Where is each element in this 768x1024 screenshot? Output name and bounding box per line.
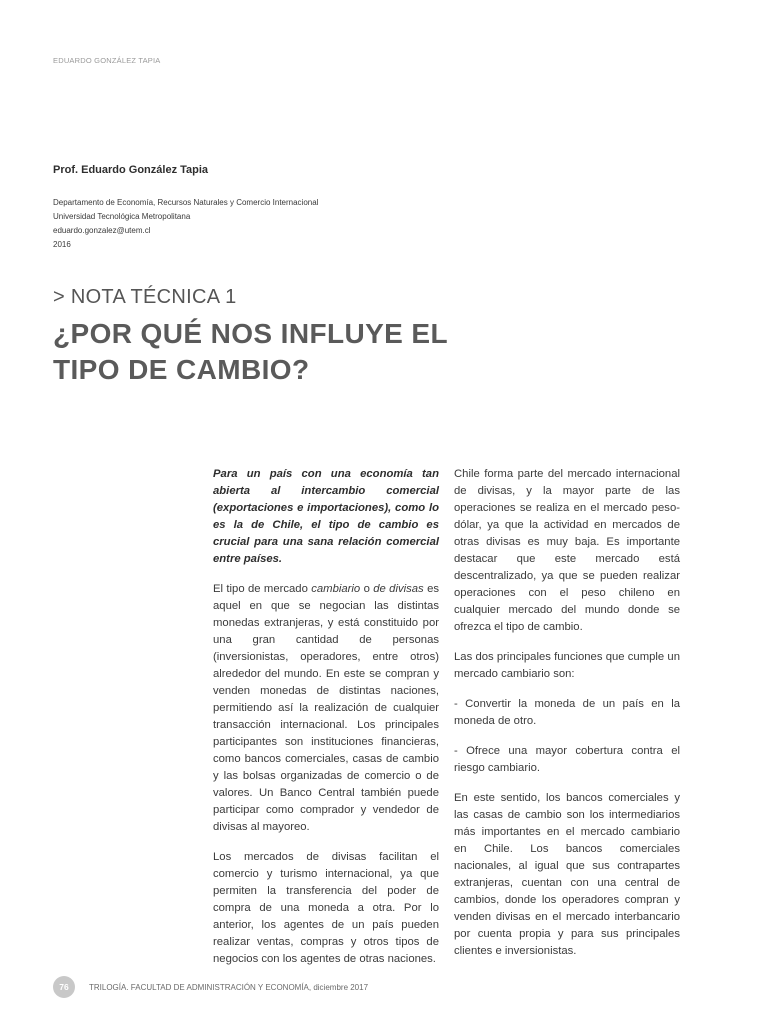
- lead-paragraph: Para un país con una economía tan abierta al intercambio comercial (exportaciones e importaciones), como lo es la de Chile, el tipo de cambio es crucial para una sana relación comercial entre países.: [213, 468, 439, 565]
- author-university: Universidad Tecnológica Metropolitana: [53, 212, 191, 221]
- article-title-line-2: TIPO DE CAMBIO?: [53, 354, 310, 385]
- body-column-left: [213, 466, 439, 981]
- author-email: eduardo.gonzalez@utem.cl: [53, 226, 151, 235]
- p1-emphasis-cambiario: cambiario: [311, 583, 361, 595]
- paragraph-chile-market: Chile forma parte del mercado internacional de divisas, y la mayor parte de las operaciones se realiza en el mercado peso-dólar, ya que la actividad en mercados de otras divisas es muy baja. Es importante destacar que este mercado está descentralizado, ya que se pueden realizar operaciones con el peso chileno en cualquier mercado del mundo donde se ofrezca el tipo de cambio.: [454, 468, 680, 633]
- page-number: 76: [53, 976, 75, 998]
- author-affiliation: [53, 196, 318, 252]
- p1-text-b: o: [360, 583, 374, 595]
- paragraph-market-definition: [213, 581, 439, 836]
- paragraph-intermediaries: En este sentido, los bancos comerciales y las casas de cambio son los intermediarios más importantes en el mercado cambiario en Chile. Los bancos comerciales nacionales, al igual que sus contrapartes extranjeras, cuentan con una central de cambios, donde los operadores compran y venden divisas en el mercado interbancario por cuenta propia y para sus principales clientes e inversionistas.: [454, 792, 680, 957]
- article-title-line-1: ¿POR QUÉ NOS INFLUYE EL: [53, 318, 449, 349]
- author-year: 2016: [53, 240, 71, 249]
- list-item-function-1: - Convertir la moneda de un país en la moneda de otro.: [454, 698, 680, 727]
- paragraph-currency-markets: Los mercados de divisas facilitan el comercio y turismo internacional, ya que permiten la transferencia del poder de compra de una moneda a otra. Por lo anterior, los agentes de un país pueden realizar ventas, compras y otros tipos de negocios con los agentes de otras naciones.: [213, 851, 439, 965]
- paragraph-functions-intro: Las dos principales funciones que cumple un mercado cambiario son:: [454, 651, 680, 680]
- body-column-right: [454, 466, 680, 973]
- article-kicker: > NOTA TÉCNICA 1: [53, 286, 237, 308]
- footer-publication: TRILOGÍA. FACULTAD DE ADMINISTRACIÓN Y ECONOMÍA, diciembre 2017: [89, 982, 369, 992]
- p1-text-a: El tipo de mercado: [213, 583, 312, 595]
- page-footer: [53, 976, 368, 998]
- p1-emphasis-divisas: de divisas: [373, 583, 424, 595]
- article-title: [53, 316, 473, 388]
- author-department: Departamento de Economía, Recursos Naturales y Comercio Internacional: [53, 198, 319, 207]
- list-item-function-2: - Ofrece una mayor cobertura contra el riesgo cambiario.: [454, 745, 680, 774]
- p1-text-c: es aquel en que se negocian las distintas monedas extranjeras, y está constituido por una gran cantidad de personas (inversionistas, operadores, entre otros) alrededor del mundo. En este se compran y venden monedas de distintas naciones, permitiendo así la realización de cualquier transacción internacional. Los principales participantes son instituciones financieras, como bancos comerciales, casas de cambio y las bolsas organizadas de comercio o de valores. Un Banco Central también puede participar como comprador y vendedor de divisas al mayoreo.: [213, 583, 439, 833]
- author-name: Prof. Eduardo González Tapia: [53, 164, 209, 176]
- running-head: EDUARDO GONZÁLEZ TAPIA: [53, 56, 161, 65]
